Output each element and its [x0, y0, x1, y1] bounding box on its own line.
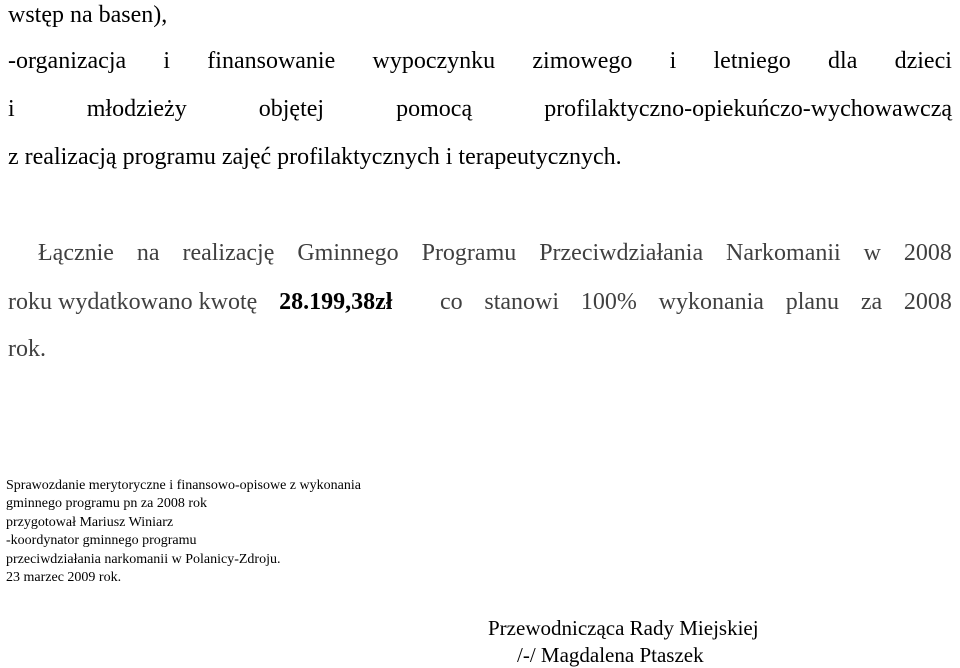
- word: profilaktyczno-opiekuńczo-wychowawczą: [544, 96, 952, 122]
- signature-title: Przewodnicząca Rady Miejskiej: [488, 616, 759, 640]
- word: Przeciwdziałania: [539, 240, 704, 266]
- word: pomocą: [396, 96, 473, 122]
- summary-line-1: [38, 238, 952, 268]
- word: 2008: [903, 240, 952, 266]
- word: zimowego: [532, 48, 633, 74]
- footnote-line: gminnego programu pn za 2008 rok: [6, 496, 208, 512]
- word: co: [439, 289, 463, 315]
- word: Gminnego: [297, 240, 399, 266]
- word: za: [860, 289, 883, 315]
- footnote-line: przygotował Mariusz Winiarz: [6, 514, 174, 530]
- word: objętej: [258, 96, 325, 122]
- word: realizację: [182, 240, 275, 266]
- summary-line-3: rok.: [8, 336, 46, 362]
- word: Programu: [421, 240, 517, 266]
- word: wypoczynku: [372, 48, 496, 74]
- summary-prefix: roku wydatkowano kwotę: [8, 289, 258, 315]
- footnote-line: 23 marzec 2009 rok.: [6, 570, 122, 586]
- word: 100%: [580, 289, 637, 315]
- word: i: [8, 96, 15, 122]
- word: młodzieży: [86, 96, 187, 122]
- word: dla: [828, 48, 858, 74]
- word: w: [863, 240, 881, 266]
- word: na: [136, 240, 160, 266]
- report-footnote: [6, 477, 361, 587]
- footnote-line: -koordynator gminnego programu: [6, 533, 197, 549]
- word: -organizacja: [8, 48, 127, 74]
- word: i: [669, 48, 677, 74]
- word: letniego: [713, 48, 791, 74]
- word: wykonania: [658, 289, 764, 315]
- word: 2008: [903, 289, 952, 315]
- amount-value: 28.199,38zł: [279, 289, 393, 315]
- word: Narkomanii: [726, 240, 841, 266]
- word: dzieci: [894, 48, 952, 74]
- intro-line-4: z realizacją programu zajęć profilaktycznych i terapeutycznych.: [8, 144, 622, 170]
- footnote-line: przeciwdziałania narkomanii w Polanicy-Zdroju.: [6, 551, 281, 567]
- intro-line-3: [8, 94, 952, 124]
- word: i: [163, 48, 171, 74]
- word: finansowanie: [207, 48, 336, 74]
- intro-line-2: [8, 46, 952, 76]
- word: stanowi: [484, 289, 560, 315]
- footnote-line: Sprawozdanie merytoryczne i finansowo-opisowe z wykonania: [6, 478, 361, 493]
- word: planu: [785, 289, 840, 315]
- signature-name: /-/ Magdalena Ptaszek: [517, 643, 704, 667]
- word: Łącznie: [38, 240, 114, 266]
- intro-line-1: wstęp na basen),: [8, 2, 168, 28]
- summary-line-2: [8, 287, 952, 317]
